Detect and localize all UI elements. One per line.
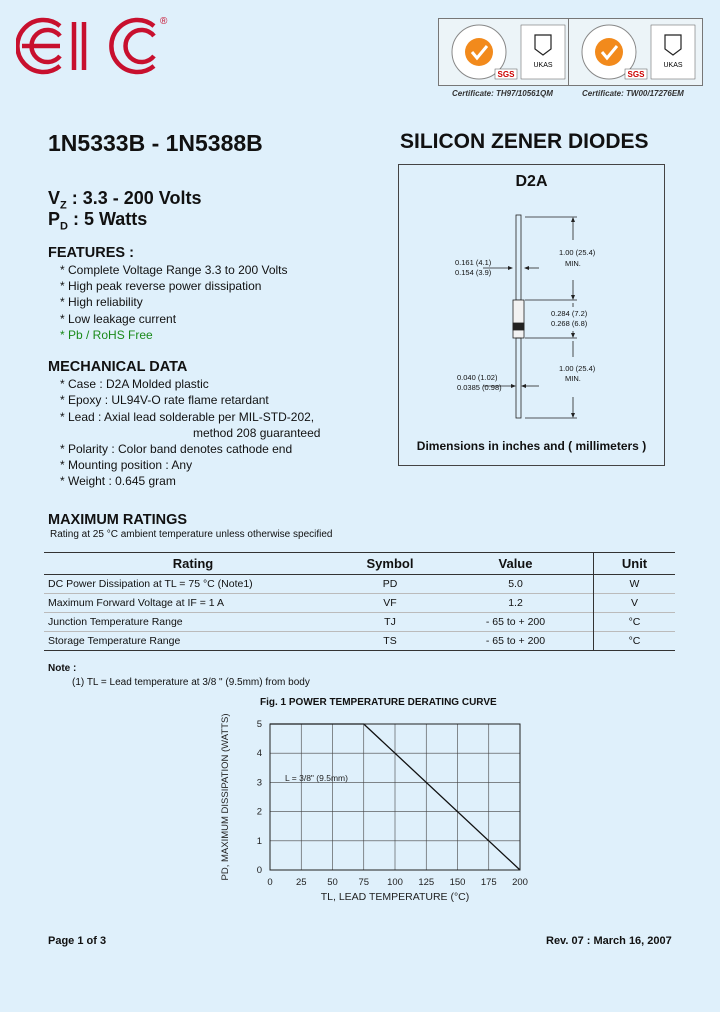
col-rating: Rating — [44, 553, 342, 575]
registered-mark: ® — [160, 16, 168, 27]
mechanical-item: * Epoxy : UL94V-O rate flame retardant — [60, 393, 269, 407]
dim-top-a: 0.161 (4.1) — [455, 258, 492, 267]
x-tick-label: 0 — [267, 877, 273, 888]
page-title: SILICON ZENER DIODES — [400, 130, 649, 153]
eic-logo — [16, 14, 162, 83]
spec-pd: $P_D$ : 5 Watts — [48, 209, 148, 233]
svg-text:SGS: SGS — [627, 70, 645, 79]
x-tick-label: 25 — [295, 877, 307, 888]
x-axis-label: TL, LEAD TEMPERATURE (°C) — [320, 891, 470, 903]
dim-top-b: 0.154 (3.9) — [455, 268, 492, 277]
cell-unit: V — [594, 594, 676, 613]
dim-body-b: 0.268 (6.8) — [551, 319, 588, 328]
dim-lead-bot-a: 1.00 (25.4) — [559, 364, 596, 373]
x-tick-label: 100 — [387, 877, 403, 888]
cell-value: - 65 to + 200 — [438, 632, 594, 651]
ratings-heading: MAXIMUM RATINGS — [48, 512, 188, 528]
table-row — [44, 632, 675, 651]
col-symbol: Symbol — [342, 553, 438, 575]
dim-lead-bot-b: MIN. — [565, 374, 581, 383]
sgs-ukas-cert-badge-left — [438, 18, 573, 86]
dim-body-a: 0.284 (7.2) — [551, 309, 588, 318]
cell-symbol: TS — [342, 632, 438, 651]
y-axis-label: PD, MAXIMUM DISSIPATION (WATTS) — [220, 713, 231, 881]
ratings-table — [44, 552, 675, 651]
x-tick-label: 75 — [358, 877, 370, 888]
mechanical-item: * Case : D2A Molded plastic — [60, 377, 209, 391]
mechanical-item: method 208 guaranteed — [193, 426, 321, 440]
feature-item: * High reliability — [60, 295, 143, 309]
features-heading: FEATURES : — [48, 245, 134, 261]
table-row — [44, 613, 675, 632]
x-tick-label: 50 — [327, 877, 338, 888]
cell-symbol: PD — [342, 575, 438, 594]
ratings-subheading: Rating at 25 °C ambient temperature unless otherwise specified — [50, 529, 333, 540]
dim-lead-top-a: 1.00 (25.4) — [559, 248, 596, 257]
derating-chart — [200, 712, 540, 912]
feature-item-rohs: * Pb / RoHS Free — [60, 328, 153, 342]
y-tick-label: 3 — [256, 777, 262, 789]
y-tick-label: 0 — [256, 865, 262, 876]
svg-text:SGS: SGS — [497, 70, 515, 79]
cell-value: - 65 to + 200 — [438, 613, 594, 632]
table-row — [44, 575, 675, 594]
dim-wire-a: 0.040 (1.02) — [457, 373, 498, 382]
y-tick-label: 2 — [256, 806, 262, 818]
cell-unit: W — [594, 575, 676, 594]
cert-left-label: Certificate: TH97/10561QM — [452, 89, 553, 98]
dim-wire-b: 0.0385 (0.98) — [457, 383, 502, 392]
note-heading: Note : — [48, 663, 77, 674]
cell-rating: Junction Temperature Range — [44, 613, 342, 632]
mechanical-item: * Lead : Axial lead solderable per MIL-STD-202, — [60, 410, 315, 424]
svg-text:UKAS: UKAS — [663, 62, 683, 69]
col-unit: Unit — [594, 553, 676, 575]
note-1: (1) TL = Lead temperature at 3/8 " (9.5mm) from body — [72, 677, 310, 688]
mechanical-item: * Polarity : Color band denotes cathode end — [60, 442, 293, 456]
mechanical-item: * Mounting position : Any — [60, 458, 193, 472]
cert-right-label: Certificate: TW00/17276EM — [582, 89, 684, 98]
x-tick-label: 200 — [512, 877, 528, 888]
cell-unit: °C — [594, 613, 676, 632]
col-value: Value — [438, 553, 594, 575]
table-header-row — [44, 553, 675, 575]
y-tick-label: 4 — [256, 748, 262, 760]
x-tick-label: 125 — [418, 877, 435, 888]
package-name: D2A — [515, 173, 548, 190]
cell-symbol: TJ — [342, 613, 438, 632]
svg-text:UKAS: UKAS — [533, 62, 553, 69]
package-drawing — [398, 164, 665, 466]
mechanical-heading: MECHANICAL DATA — [48, 359, 188, 375]
spec-vz: $V_Z$ : 3.3 - 200 Volts — [48, 188, 202, 212]
y-tick-label: 1 — [256, 835, 262, 847]
inset-label: L = 3/8" (9.5mm) — [285, 772, 348, 783]
page-number: Page 1 of 3 — [48, 935, 107, 947]
x-tick-label: 150 — [449, 877, 466, 888]
cell-rating: Storage Temperature Range — [44, 632, 342, 651]
cell-value: 1.2 — [438, 594, 594, 613]
cell-unit: °C — [594, 632, 676, 651]
y-tick-label: 5 — [256, 719, 262, 730]
x-tick-label: 175 — [480, 877, 497, 888]
cell-rating: DC Power Dissipation at TL = 75 °C (Note1) — [44, 575, 342, 594]
part-number: 1N5333B - 1N5388B — [48, 130, 263, 156]
cell-value: 5.0 — [438, 575, 594, 594]
feature-item: * Low leakage current — [60, 312, 177, 326]
figure-title: Fig. 1 POWER TEMPERATURE DERATING CURVE — [260, 697, 497, 708]
table-row — [44, 594, 675, 613]
dim-lead-top-b: MIN. — [565, 259, 581, 268]
feature-item: * High peak reverse power dissipation — [60, 279, 262, 293]
feature-item: * Complete Voltage Range 3.3 to 200 Volts — [60, 263, 288, 277]
sgs-ukas-cert-badge-right — [568, 18, 703, 86]
cell-symbol: VF — [342, 594, 438, 613]
package-outline — [399, 165, 664, 465]
mechanical-item: * Weight : 0.645 gram — [60, 474, 176, 488]
cell-rating: Maximum Forward Voltage at IF = 1 A — [44, 594, 342, 613]
revision-date: Rev. 07 : March 16, 2007 — [546, 935, 672, 947]
dimensions-caption: Dimensions in inches and ( millimeters ) — [416, 439, 647, 453]
